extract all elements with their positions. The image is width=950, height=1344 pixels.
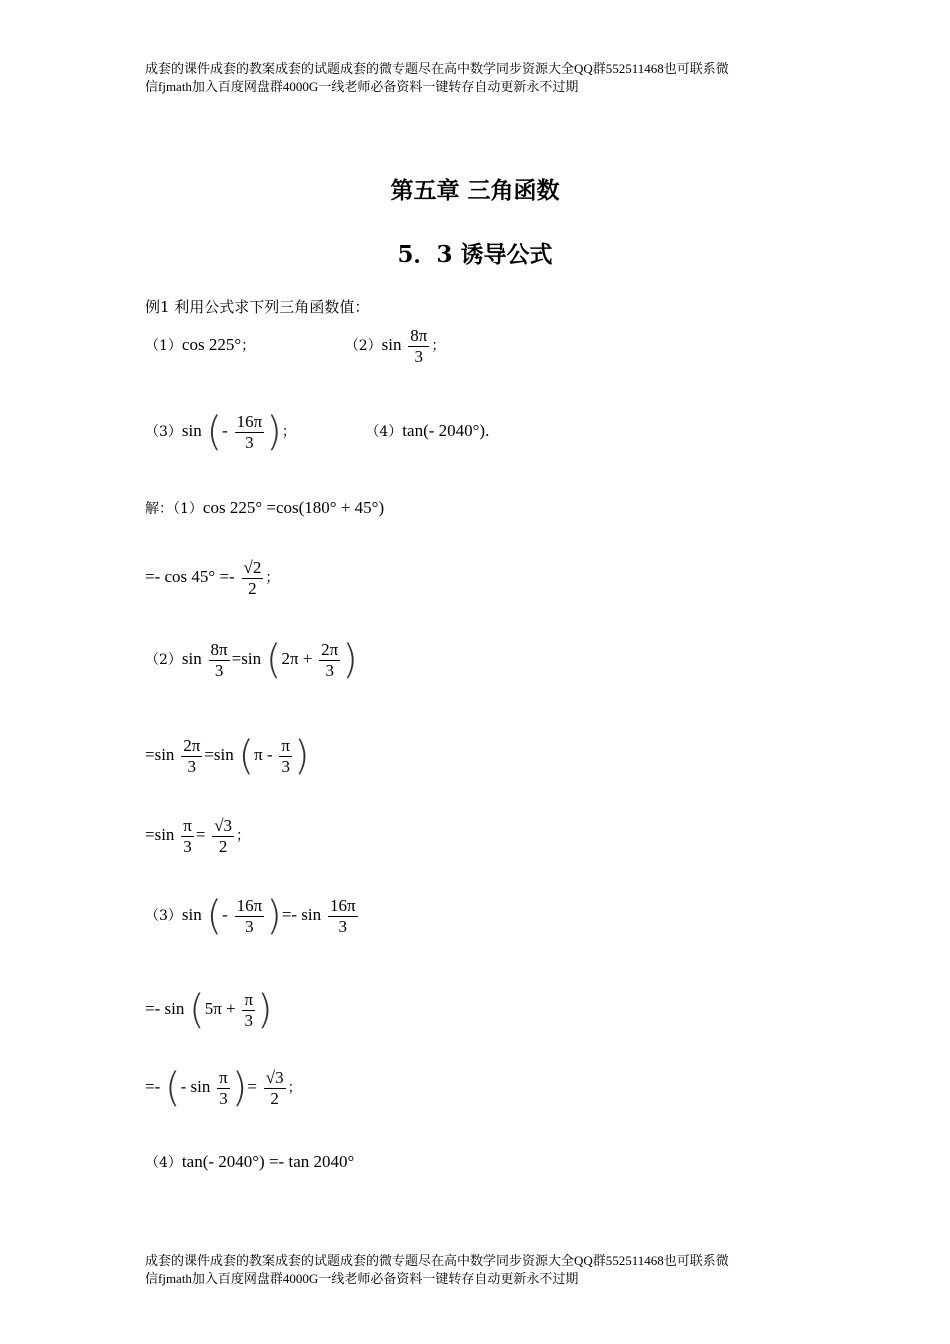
problem-1-label: （1） bbox=[145, 338, 182, 355]
frac-num: 16π bbox=[236, 896, 263, 915]
solution-2-line-c bbox=[145, 816, 250, 856]
s3c-pre: =- bbox=[145, 1077, 161, 1097]
solution-3-line-b: =- sin (5π + $\frac{\pi}{3}$ ) bbox=[145, 987, 273, 1034]
s3a-inner: - bbox=[222, 905, 228, 925]
frac-den: 3 bbox=[325, 660, 334, 680]
solution-1-line-a bbox=[145, 498, 384, 518]
header-line-1: 成套的课件成套的教案成套的试题成套的微专题尽在高中数学同步资源大全QQ群552511468也可联系微 bbox=[145, 61, 729, 76]
s2a-mid: =sin bbox=[231, 649, 262, 669]
solution-1-expr-b: =- cos 45° =- bbox=[145, 567, 235, 587]
problem-3-fn: sin bbox=[181, 421, 202, 441]
s2b-fraction-2 bbox=[279, 736, 292, 776]
example-intro: 例1 利用公式求下列三角函数值： bbox=[145, 298, 370, 316]
frac-den: 3 bbox=[281, 756, 290, 776]
solution-4-expr: tan(- 2040°) =- tan 2040° bbox=[181, 1152, 355, 1171]
s3a-mid: =- sin bbox=[281, 905, 322, 925]
footer-line-2: 信fjmath加入百度网盘群4000G一线老师必备资料一键转存自动更新永不过期 bbox=[145, 1271, 579, 1286]
s3c-inner: - sin bbox=[180, 1077, 211, 1097]
frac-num: √3 bbox=[265, 1068, 284, 1087]
problem-3-fraction bbox=[235, 412, 265, 452]
frac-num: π bbox=[183, 816, 192, 835]
frac-den: 3 bbox=[245, 432, 254, 452]
s2c-pre: =sin bbox=[145, 825, 175, 845]
s3c-fraction bbox=[217, 1068, 230, 1108]
problem-3-end: ； bbox=[281, 424, 296, 441]
chapter-title: 第五章 三角函数 bbox=[390, 177, 560, 204]
frac-den: 3 bbox=[183, 836, 192, 856]
frac-num: 16π bbox=[236, 412, 263, 431]
s3c-fraction-2 bbox=[264, 1068, 286, 1108]
problem-3-sign: - bbox=[222, 421, 228, 441]
problem-1-end: ； bbox=[241, 338, 256, 355]
s3a-fraction bbox=[235, 896, 265, 936]
frac-num: π bbox=[219, 1068, 228, 1087]
problem-4-label: （4） bbox=[365, 424, 403, 441]
frac-num: √2 bbox=[243, 558, 262, 577]
frac-den: 3 bbox=[214, 660, 224, 680]
s2c-mid: = bbox=[195, 825, 206, 845]
frac-den: 3 bbox=[338, 916, 347, 936]
s2b-mid: =sin bbox=[204, 745, 234, 765]
frac-num: 8π bbox=[410, 326, 428, 345]
solution-3-line-c: =- (- sin $\frac{\pi}{3}$ )= $\frac{√3}{2}$ ； bbox=[145, 1065, 302, 1112]
problem-4-expr: tan(- 2040°). bbox=[402, 421, 490, 441]
frac-den: 3 bbox=[414, 346, 424, 366]
s3a-fraction-2 bbox=[328, 896, 358, 936]
s2a-inner: 2π + bbox=[281, 649, 313, 669]
problem-1-expr: cos 225° bbox=[181, 335, 242, 355]
frac-num: π bbox=[244, 990, 254, 1009]
problem-2-fn: sin bbox=[381, 335, 402, 355]
solution-3-line-a: （3）sin (- $\frac{16\pi}{3}$ )=- sin $\frac{16\pi}{3}$ bbox=[145, 893, 356, 940]
solution-2-label: （2） bbox=[145, 652, 182, 669]
frac-den: 2 bbox=[218, 836, 228, 856]
s2a-fn: sin bbox=[181, 649, 202, 669]
frac-den: 2 bbox=[248, 578, 257, 598]
frac-num: 2π bbox=[183, 736, 201, 755]
solution-3-label: （3） bbox=[145, 908, 182, 925]
s3b-fraction bbox=[242, 990, 255, 1030]
s3c-end: ； bbox=[287, 1080, 302, 1097]
problem-2-end: ； bbox=[431, 338, 446, 355]
frac-num: √3 bbox=[214, 816, 233, 835]
frac-num: 16π bbox=[329, 896, 356, 915]
frac-num: 2π bbox=[321, 640, 339, 659]
solution-4-label: （4） bbox=[145, 1155, 182, 1171]
s2b-inner: π - bbox=[254, 745, 273, 765]
solution-label: 解：（1） bbox=[145, 501, 203, 517]
s2a-fraction bbox=[209, 640, 230, 680]
frac-den: 3 bbox=[244, 1010, 253, 1030]
frac-num: 8π bbox=[210, 640, 228, 659]
solution-1-fraction bbox=[242, 558, 264, 598]
s3b-pre: =- sin bbox=[145, 999, 185, 1019]
footer-note bbox=[145, 1252, 815, 1288]
solution-1-expr-a: cos 225° =cos(180° + 45°) bbox=[202, 498, 385, 517]
problem-3-label: （3） bbox=[145, 424, 182, 441]
solution-1-end: ； bbox=[265, 570, 280, 587]
s3b-inner: 5π + bbox=[204, 999, 236, 1019]
s2b-pre: =sin bbox=[145, 745, 175, 765]
s3c-mid: = bbox=[247, 1077, 257, 1097]
problem-2-label: （2） bbox=[344, 338, 382, 355]
frac-den: 2 bbox=[270, 1088, 279, 1108]
problem-2-fraction bbox=[408, 326, 429, 366]
s2a-fraction-2 bbox=[319, 640, 340, 680]
s2c-fraction bbox=[181, 816, 194, 856]
problem-row-1 bbox=[145, 326, 445, 366]
solution-2-line-b: =sin $\frac{2\pi}{3}$ =sin (π - $\frac{\pi}{3}$ ) bbox=[145, 733, 310, 780]
footer-line-1: 成套的课件成套的教案成套的试题成套的微专题尽在高中数学同步资源大全QQ群552511468也可联系微 bbox=[145, 1253, 729, 1268]
s2c-fraction-2 bbox=[212, 816, 234, 856]
frac-den: 3 bbox=[187, 756, 197, 776]
solution-4-line bbox=[145, 1152, 354, 1172]
section-title: 5．3 诱导公式 bbox=[397, 241, 553, 268]
solution-2-line-a: （2）sin $\frac{8\pi}{3}$ =sin (2π + $\frac{2\pi}{3}$ ) bbox=[145, 637, 358, 684]
s2c-end: ； bbox=[236, 828, 251, 845]
header-line-2: 信fjmath加入百度网盘群4000G一线老师必备资料一键转存自动更新永不过期 bbox=[145, 79, 579, 94]
s3a-fn: sin bbox=[181, 905, 202, 925]
frac-num: π bbox=[281, 736, 291, 755]
problem-row-2: （3）sin (- $\frac{16\pi}{3}$ )； （4）tan(- 2040°). bbox=[145, 409, 490, 456]
frac-den: 3 bbox=[245, 916, 254, 936]
frac-den: 3 bbox=[219, 1088, 228, 1108]
header-note bbox=[145, 60, 815, 96]
solution-1-line-b bbox=[145, 558, 279, 598]
s2b-fraction bbox=[181, 736, 202, 776]
